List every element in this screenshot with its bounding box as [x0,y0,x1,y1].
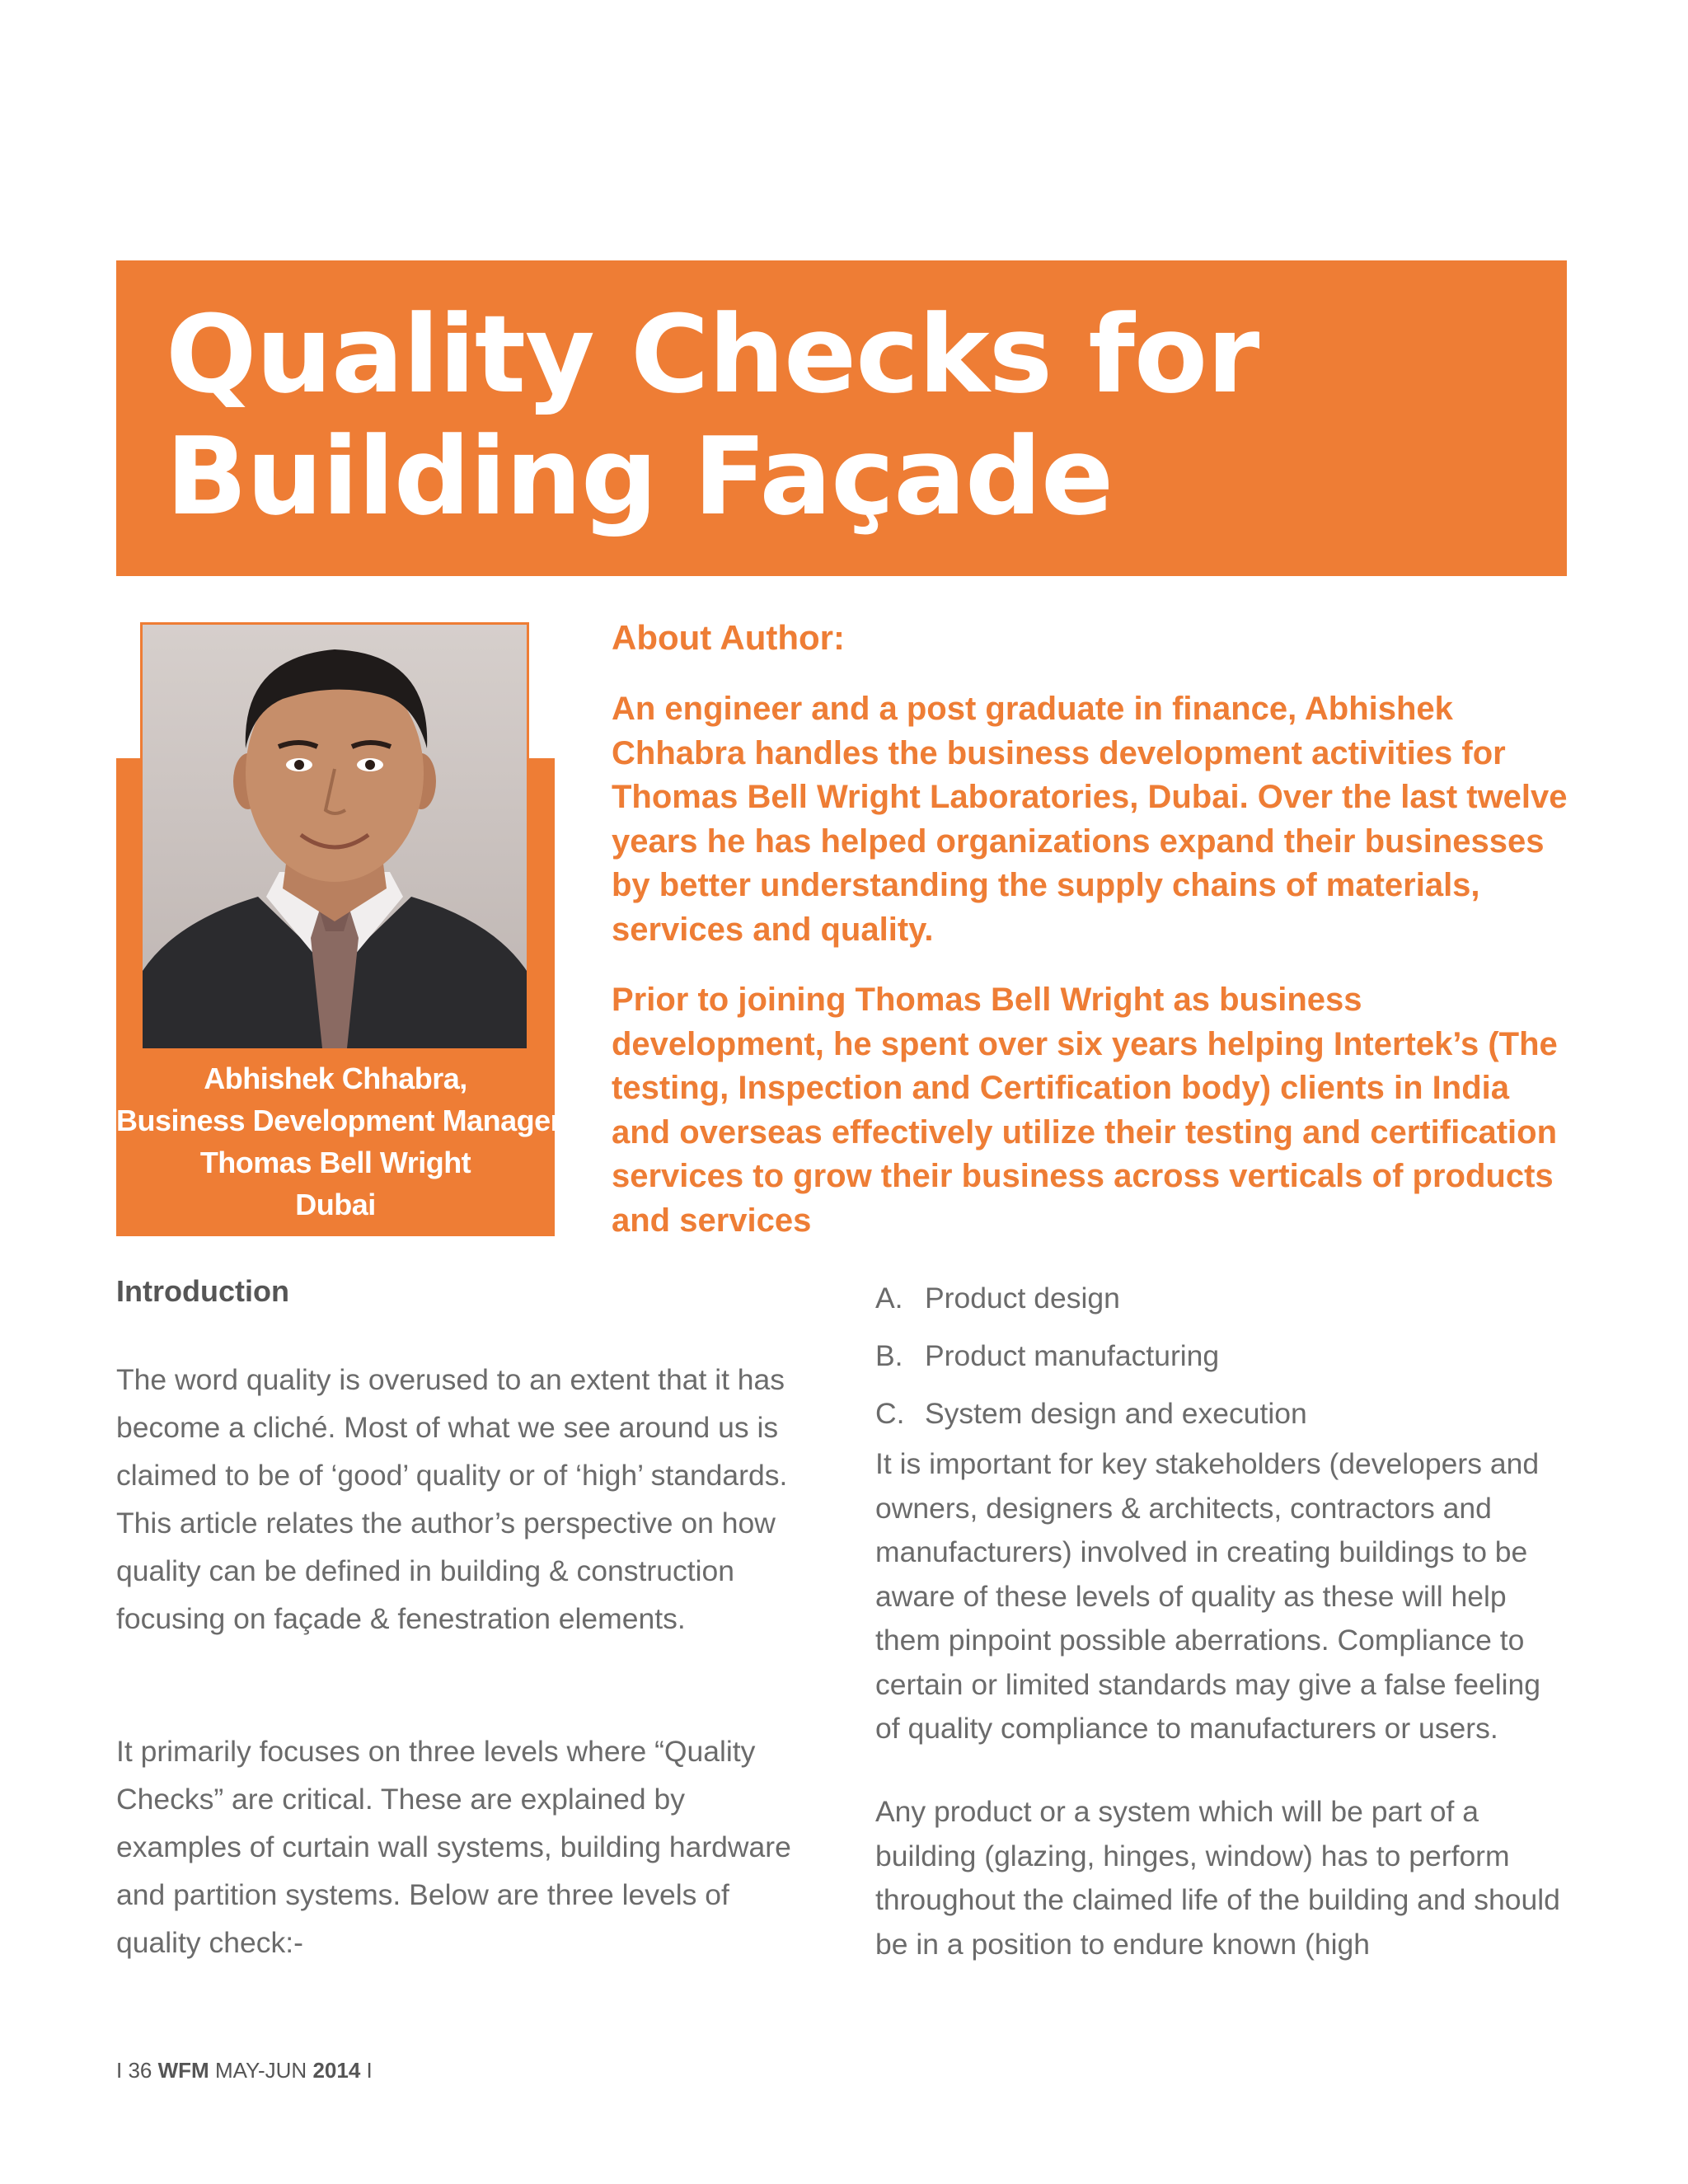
right-column-paragraph-1: It is important for key stakeholders (developers and owners, designers & architects, contractors and manufacturers) involved in creating buildings to be aware of these levels of quality as these will help them pinpoint possible aberrations. Compliance to certain or limited standards may give a false feeling of quality compliance to manufacturers or users. [875,1447,1541,1745]
list-marker: B. [875,1339,903,1372]
right-column-paragraph-2: Any product or a system which will be part of a building (glazing, hinges, window) has to perform throughout the claimed life of the building and should be in a position to endure known (high [875,1795,1560,1961]
title-banner [116,260,1567,576]
page-footer [116,2058,373,2083]
footer-open-bar: I [116,2058,123,2083]
page-number: 36 [128,2058,152,2083]
about-author-paragraph-1: An engineer and a post graduate in finance, Abhishek Chhabra handles the business development activities for Thomas Bell Wright Laboratories, Dubai. Over the last twelve years he has helped organizations expand their businesses by better understanding the supply chains of materials, services and quality. [612,691,1568,948]
title-line-1: Quality Checks for [166,292,1259,417]
author-caption [116,1057,562,1226]
magazine-name: WFM [157,2058,209,2083]
list-marker: C. [875,1397,905,1430]
introduction-heading: Introduction [116,1274,289,1308]
list-marker: A. [875,1282,903,1315]
list-item [875,1385,1576,1442]
author-name: Abhishek Chhabra, [204,1062,467,1095]
author-city: Dubai [295,1188,376,1221]
page-title [166,293,1402,537]
list-item-text: Product design [925,1282,1120,1315]
author-company: Thomas Bell Wright [199,1146,471,1179]
list-item-text: System design and execution [925,1397,1307,1430]
author-role: Business Development Manager [116,1104,562,1137]
list-item [875,1327,1576,1385]
about-author-paragraph-2: Prior to joining Thomas Bell Wright as business development, he spent over six years helping Intertek’s (The testing, Inspection and Certification body) clients in India and overseas effectively utilize their testing and certification services to grow their business across verticals of products and services [612,982,1558,1239]
introduction-paragraph-2: It primarily focuses on three levels where “Quality Checks” are critical. These are explained by examples of curtain wall systems, building hardware and partition systems. Below are three levels of quality check:- [116,1735,791,1959]
quality-levels-list [875,1269,1576,1442]
introduction-paragraph-1: The word quality is overused to an extent that it has become a cliché. Most of what we see around us is claimed to be of ‘good’ quality or of ‘high’ standards. This article relates the author’s perspective on how quality can be defined in building & construction focusing on façade & fenestration elements. [116,1363,788,1635]
list-item [875,1269,1576,1327]
title-line-2: Building Façade [166,414,1114,539]
issue-months: MAY-JUN [214,2058,307,2083]
list-item-text: Product manufacturing [925,1339,1220,1372]
about-author-heading: About Author: [612,618,846,657]
issue-year: 2014 [312,2058,361,2083]
author-portrait-image [143,625,527,1048]
footer-close-bar: I [366,2058,373,2083]
author-photo [140,622,529,1051]
